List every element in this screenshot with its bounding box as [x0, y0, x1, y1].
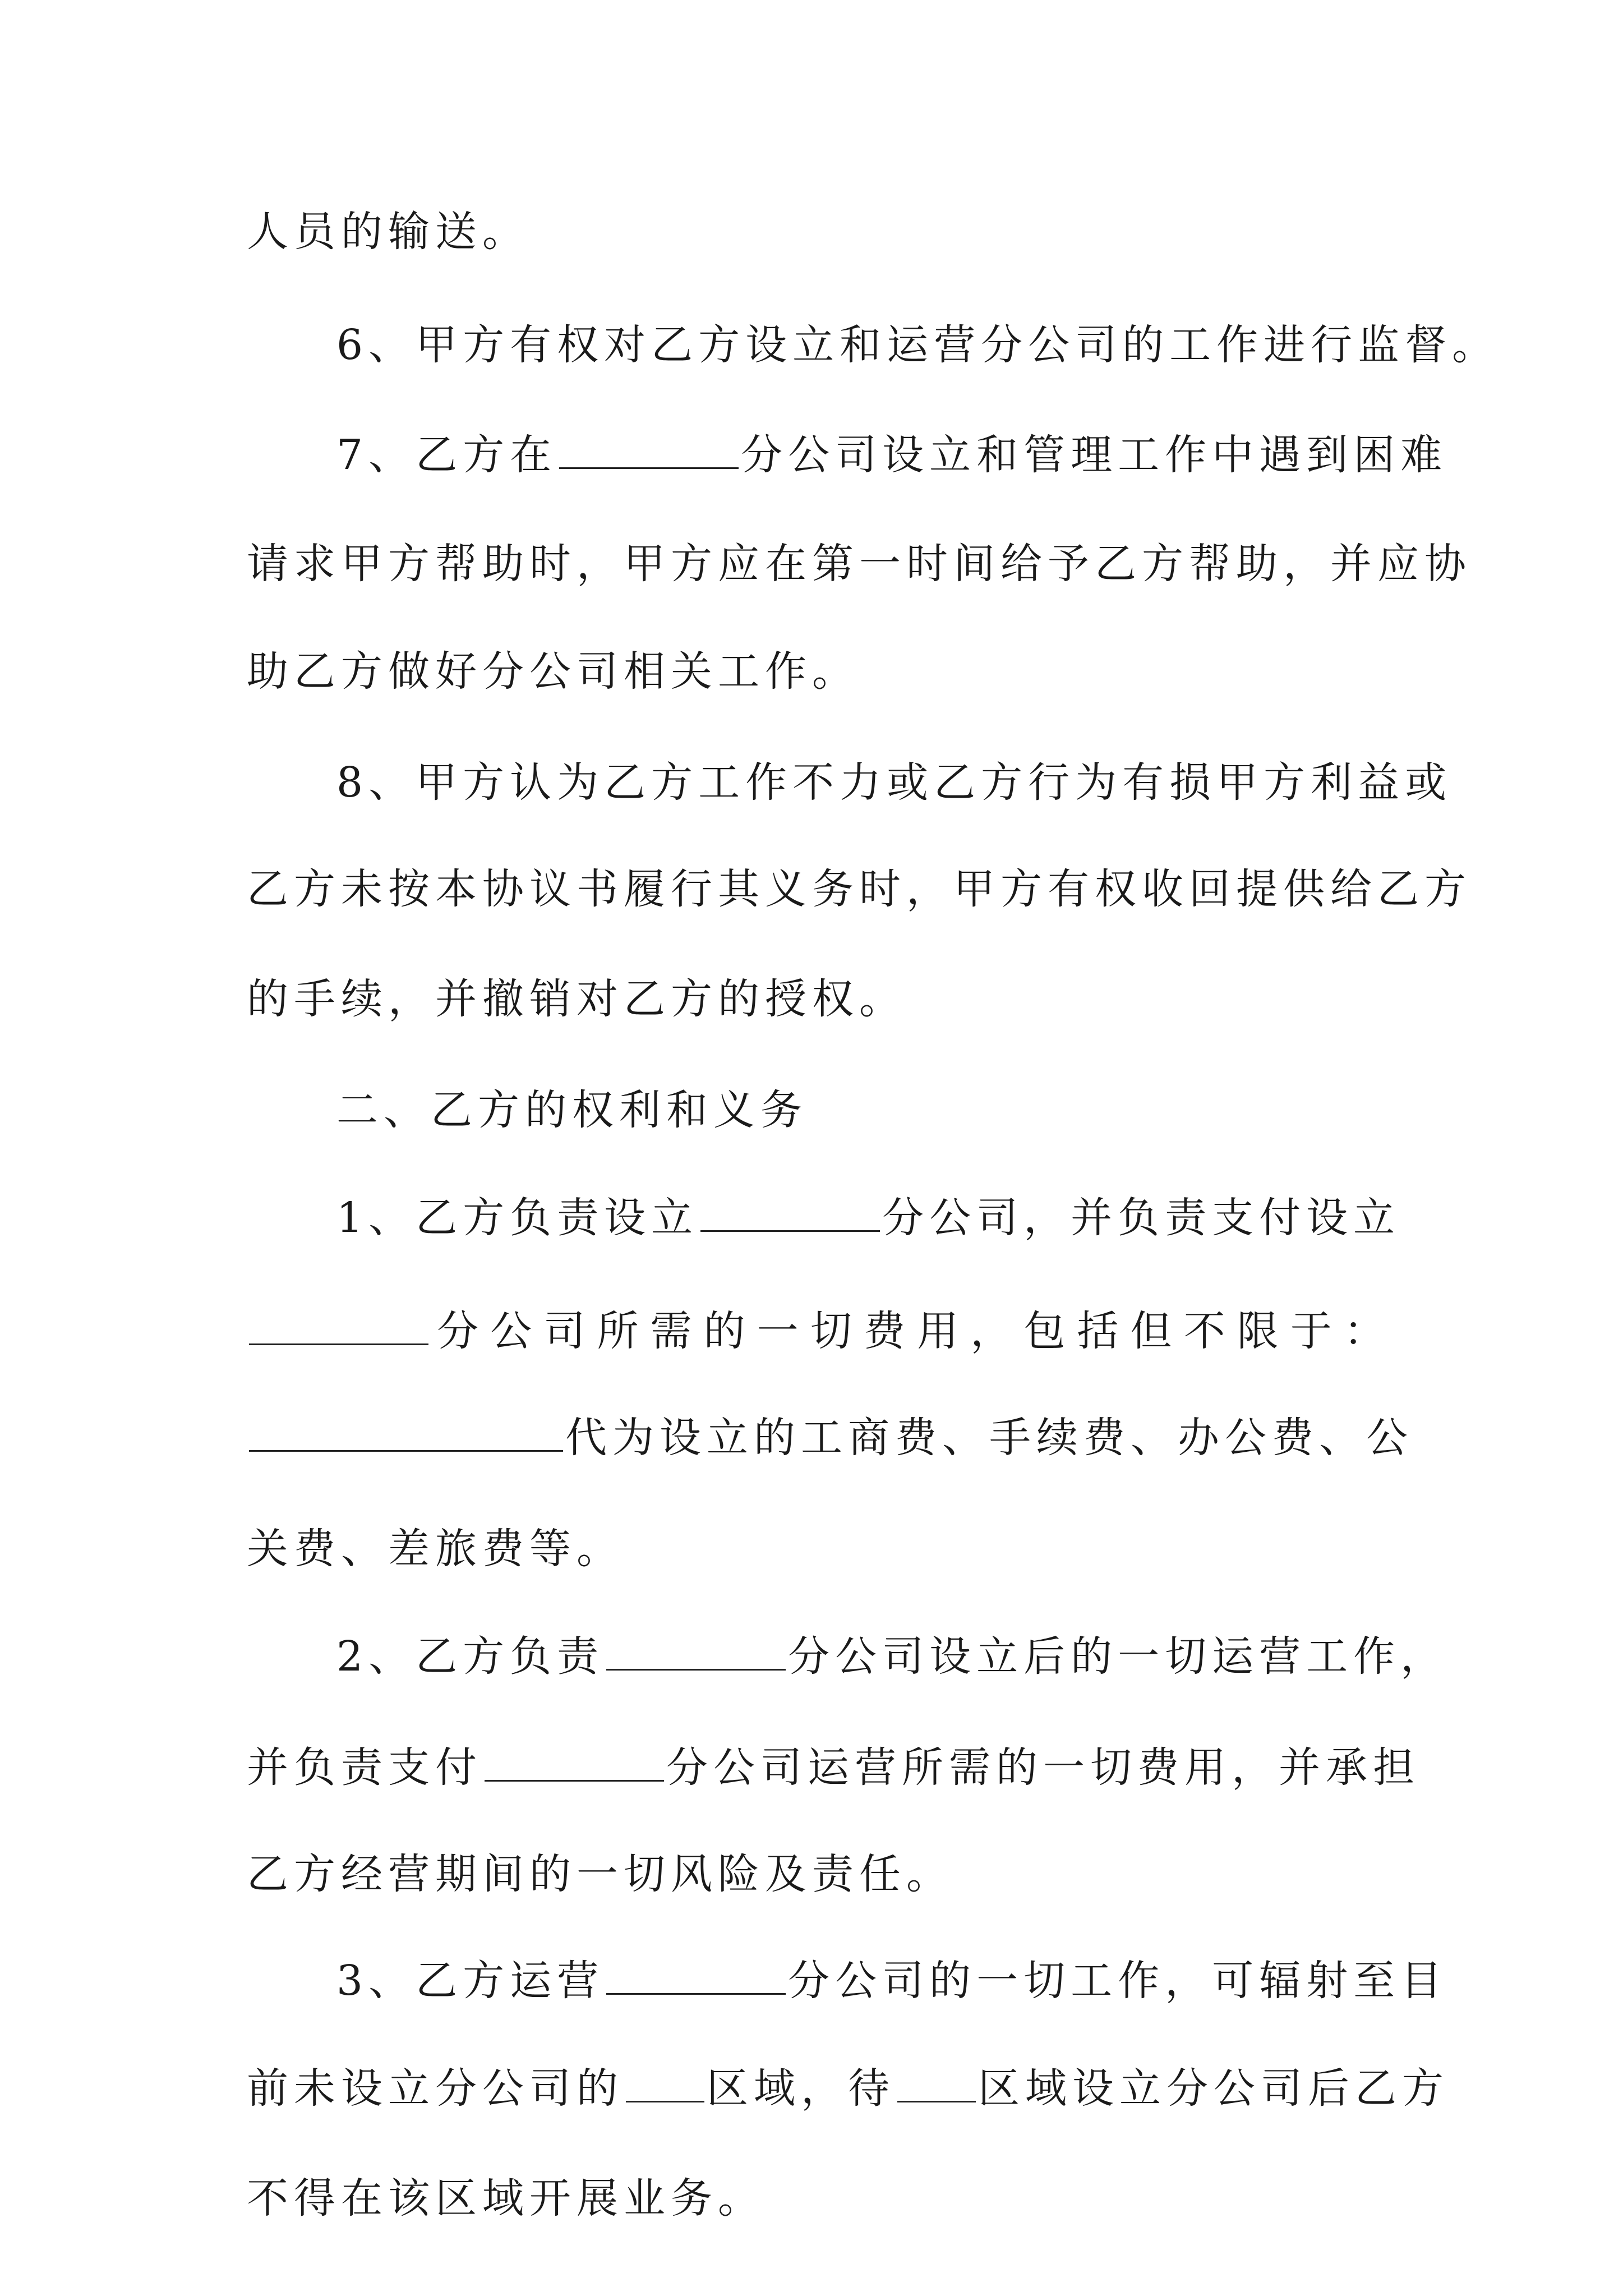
- fill-in-blank[interactable]: [606, 1956, 786, 1995]
- text-line: [247, 533, 1472, 595]
- text: 并负责支付: [247, 1743, 482, 1792]
- fill-in-blank[interactable]: [897, 2064, 976, 2102]
- text-line: [247, 858, 1472, 920]
- text: 分公司设立和管理工作中遇到困难: [741, 431, 1448, 479]
- text: 乙方未按本协议书履行其义务时，甲方有权收回提供给乙方: [247, 865, 1472, 913]
- text: 3、乙方运营: [336, 1957, 605, 2005]
- text: 区域设立分公司后乙方: [978, 2064, 1449, 2113]
- text-line: [247, 1737, 1420, 1798]
- text: 关费、差旅费等。: [247, 1525, 624, 1573]
- text: 6、甲方有权对乙方设立和运营分公司的工作进行监督。: [336, 321, 1500, 369]
- section-heading: [247, 1079, 1391, 1141]
- text-line: [247, 1843, 1391, 1905]
- text-line: [247, 2058, 1449, 2119]
- text: 分公司的一切工作，可辐射至目: [788, 1957, 1448, 2005]
- clause-6-jia: [247, 314, 1500, 376]
- clause-7-jia: [247, 424, 1448, 486]
- text: 的手续，并撤销对乙方的授权。: [247, 975, 906, 1023]
- text: 2、乙方负责: [336, 1632, 605, 1681]
- clause-2-yi: [247, 1626, 1448, 1687]
- text: 区域，待: [707, 2064, 895, 2113]
- clause-3-yi: [247, 1950, 1448, 2012]
- clause-1-yi: [247, 1187, 1401, 1249]
- text-line: [247, 1300, 1391, 1362]
- text: 分公司，并负责支付设立: [882, 1194, 1401, 1242]
- text-line: [247, 1407, 1413, 1469]
- fill-in-blank[interactable]: [606, 1632, 786, 1671]
- text: 1、乙方负责设立: [336, 1194, 699, 1242]
- fill-in-blank[interactable]: [626, 2064, 704, 2102]
- text-line: [247, 968, 1391, 1030]
- fill-in-blank[interactable]: [559, 430, 739, 469]
- section-title: 二、乙方的权利和义务: [336, 1086, 808, 1134]
- text: 乙方经营期间的一切风险及责任。: [247, 1850, 953, 1898]
- fill-in-blank[interactable]: [700, 1193, 880, 1232]
- text: 请求甲方帮助时，甲方应在第一时间给予乙方帮助，并应协: [247, 540, 1472, 588]
- text: 分公司所需的一切费用，包括但不限于：: [431, 1307, 1391, 1355]
- fill-in-blank[interactable]: [249, 1306, 428, 1345]
- clause-8-jia: [247, 752, 1453, 813]
- text-line: [247, 1518, 1391, 1580]
- text: 分公司运营所需的一切费用，并承担: [666, 1743, 1420, 1792]
- text-line: [247, 201, 1391, 263]
- text: 7、乙方在: [336, 431, 557, 479]
- fill-in-blank[interactable]: [485, 1743, 664, 1782]
- text: 代为设立的工商费、手续费、办公费、公: [565, 1414, 1413, 1462]
- text: 助乙方做好分公司相关工作。: [247, 647, 859, 696]
- text: 分公司设立后的一切运营工作，: [788, 1632, 1448, 1681]
- text-line: [247, 641, 1391, 702]
- text: 人员的输送。: [247, 208, 529, 256]
- text-line: [247, 2168, 1391, 2229]
- fill-in-blank[interactable]: [249, 1413, 563, 1452]
- text: 不得在该区域开展业务。: [247, 2174, 765, 2223]
- text: 8、甲方认为乙方工作不力或乙方行为有损甲方利益或: [336, 758, 1453, 807]
- text: 前未设立分公司的: [247, 2064, 624, 2113]
